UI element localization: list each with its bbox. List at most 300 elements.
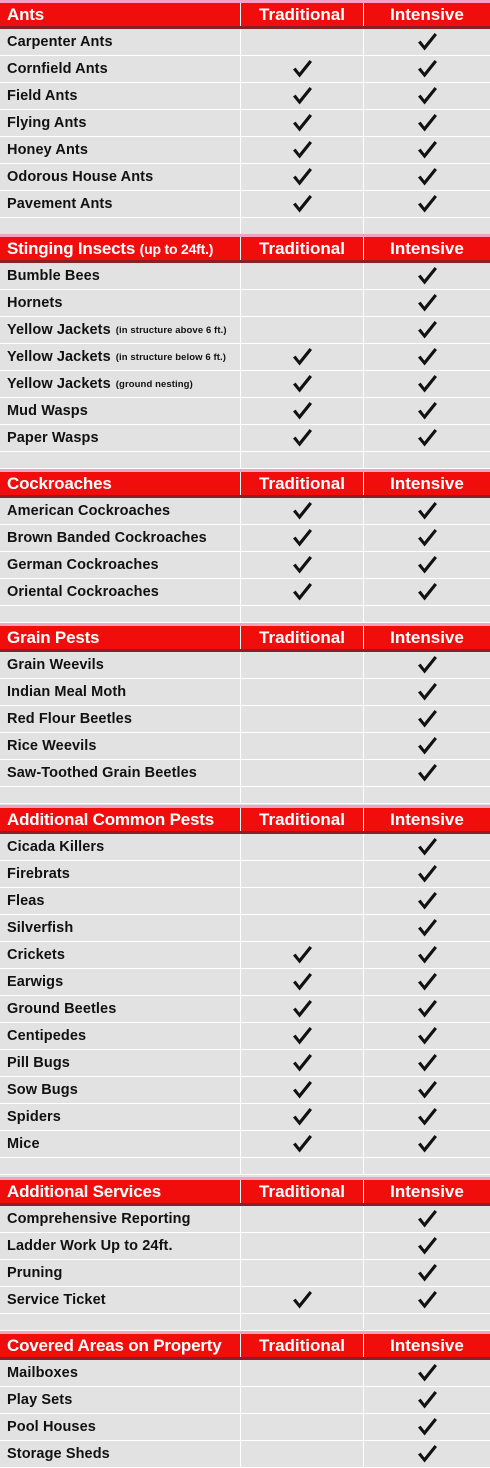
checkmark-icon <box>416 373 438 395</box>
traditional-cell <box>240 1131 363 1157</box>
table-row <box>0 1441 490 1468</box>
checkmark-icon <box>416 998 438 1020</box>
table-row <box>0 398 490 425</box>
checkmark-icon <box>416 112 438 134</box>
pest-name: Mud Wasps <box>7 403 88 419</box>
section-spacer <box>0 606 490 623</box>
checkmark-icon <box>416 762 438 784</box>
intensive-cell <box>363 942 490 968</box>
section-title-text: Additional Common Pests <box>7 809 214 829</box>
checkmark-icon <box>416 1389 438 1411</box>
intensive-cell <box>363 164 490 190</box>
section-title-text: Cockroaches <box>7 473 112 493</box>
checkmark-icon <box>291 139 313 161</box>
pest-name: Bumble Bees <box>7 268 100 284</box>
traditional-cell <box>240 579 363 605</box>
table-row <box>0 1131 490 1158</box>
checkmark-icon <box>416 85 438 107</box>
spacer-cell <box>0 1158 240 1174</box>
pest-name: Yellow Jackets <box>7 322 111 338</box>
column-header-intensive: Intensive <box>363 472 490 495</box>
table-row <box>0 344 490 371</box>
table-row <box>0 371 490 398</box>
section-header <box>0 1331 490 1360</box>
intensive-cell <box>363 706 490 732</box>
traditional-cell <box>240 1233 363 1259</box>
table-row <box>0 1104 490 1131</box>
row-label <box>0 371 240 397</box>
intensive-cell <box>363 1050 490 1076</box>
table-row <box>0 1287 490 1314</box>
row-label <box>0 834 240 860</box>
row-label <box>0 733 240 759</box>
checkmark-icon <box>291 1289 313 1311</box>
row-label <box>0 706 240 732</box>
row-label <box>0 83 240 109</box>
column-header-intensive: Intensive <box>363 1334 490 1357</box>
column-header-traditional: Traditional <box>240 237 363 260</box>
column-header-traditional: Traditional <box>240 808 363 831</box>
traditional-cell <box>240 29 363 55</box>
row-label <box>0 1077 240 1103</box>
row-label <box>0 1233 240 1259</box>
checkmark-icon <box>416 681 438 703</box>
checkmark-icon <box>291 944 313 966</box>
table-row <box>0 969 490 996</box>
intensive-cell <box>363 317 490 343</box>
checkmark-icon <box>416 265 438 287</box>
traditional-cell <box>240 498 363 524</box>
checkmark-icon <box>291 554 313 576</box>
intensive-cell <box>363 290 490 316</box>
intensive-cell <box>363 733 490 759</box>
pest-note: (in structure above 6 ft.) <box>115 324 227 336</box>
pest-name: Field Ants <box>7 88 78 104</box>
intensive-cell <box>363 834 490 860</box>
traditional-cell <box>240 110 363 136</box>
row-label <box>0 29 240 55</box>
section-spacer <box>0 452 490 469</box>
checkmark-icon <box>416 139 438 161</box>
section-header <box>0 623 490 652</box>
traditional-cell <box>240 425 363 451</box>
spacer-cell <box>0 1314 240 1330</box>
traditional-cell <box>240 1414 363 1440</box>
checkmark-icon <box>416 1079 438 1101</box>
section-header <box>0 1177 490 1206</box>
spacer-cell <box>240 787 363 803</box>
checkmark-icon <box>291 346 313 368</box>
row-label <box>0 498 240 524</box>
intensive-cell <box>363 1233 490 1259</box>
checkmark-icon <box>291 998 313 1020</box>
row-label <box>0 137 240 163</box>
row-label <box>0 1360 240 1386</box>
checkmark-icon <box>291 581 313 603</box>
section-header <box>0 469 490 498</box>
column-header-intensive: Intensive <box>363 1180 490 1203</box>
row-label <box>0 525 240 551</box>
intensive-cell <box>363 579 490 605</box>
row-label <box>0 263 240 289</box>
checkmark-icon <box>416 917 438 939</box>
row-label <box>0 652 240 678</box>
intensive-cell <box>363 915 490 941</box>
checkmark-icon <box>416 1052 438 1074</box>
pest-note: (ground nesting) <box>115 378 193 390</box>
section-title-text: Stinging Insects <box>7 238 136 258</box>
spacer-cell <box>363 452 490 468</box>
checkmark-icon <box>291 427 313 449</box>
section-header <box>0 805 490 834</box>
checkmark-icon <box>416 863 438 885</box>
row-label <box>0 1287 240 1313</box>
section-title <box>0 626 240 649</box>
traditional-cell <box>240 164 363 190</box>
intensive-cell <box>363 1104 490 1130</box>
pest-name: Yellow Jackets <box>7 349 111 365</box>
table-row <box>0 733 490 760</box>
pest-name: Brown Banded Cockroaches <box>7 530 207 546</box>
row-label <box>0 1131 240 1157</box>
table-row <box>0 164 490 191</box>
traditional-cell <box>240 888 363 914</box>
column-header-intensive: Intensive <box>363 626 490 649</box>
checkmark-icon <box>291 193 313 215</box>
traditional-cell <box>240 834 363 860</box>
section-header <box>0 0 490 29</box>
row-label <box>0 290 240 316</box>
traditional-cell <box>240 1387 363 1413</box>
row-label <box>0 317 240 343</box>
pest-name: Mice <box>7 1136 40 1152</box>
checkmark-icon <box>416 836 438 858</box>
pest-name: Hornets <box>7 295 63 311</box>
pest-name: Paper Wasps <box>7 430 99 446</box>
table-row <box>0 110 490 137</box>
pest-name: Silverfish <box>7 920 74 936</box>
spacer-cell <box>363 218 490 234</box>
traditional-cell <box>240 861 363 887</box>
column-header-intensive: Intensive <box>363 237 490 260</box>
intensive-cell <box>363 525 490 551</box>
spacer-cell <box>240 606 363 622</box>
pest-name: Grain Weevils <box>7 657 104 673</box>
pest-name: Pruning <box>7 1265 63 1281</box>
pest-name: Carpenter Ants <box>7 34 113 50</box>
checkmark-icon <box>416 971 438 993</box>
pest-name: Sow Bugs <box>7 1082 78 1098</box>
spacer-cell <box>240 218 363 234</box>
intensive-cell <box>363 888 490 914</box>
row-label <box>0 1260 240 1286</box>
spacer-cell <box>240 1314 363 1330</box>
intensive-cell <box>363 1360 490 1386</box>
intensive-cell <box>363 861 490 887</box>
pest-name: Centipedes <box>7 1028 87 1044</box>
traditional-cell <box>240 263 363 289</box>
section-spacer <box>0 787 490 804</box>
intensive-cell <box>363 137 490 163</box>
traditional-cell <box>240 552 363 578</box>
traditional-cell <box>240 1023 363 1049</box>
intensive-cell <box>363 1287 490 1313</box>
row-label <box>0 888 240 914</box>
pest-name: Spiders <box>7 1109 61 1125</box>
traditional-cell <box>240 1077 363 1103</box>
intensive-cell <box>363 996 490 1022</box>
section-title <box>0 1334 240 1357</box>
traditional-cell <box>240 1287 363 1313</box>
table-row <box>0 1387 490 1414</box>
row-label <box>0 344 240 370</box>
row-label <box>0 679 240 705</box>
checkmark-icon <box>416 193 438 215</box>
intensive-cell <box>363 398 490 424</box>
intensive-cell <box>363 1260 490 1286</box>
checkmark-icon <box>416 319 438 341</box>
section-title-text: Ants <box>7 4 44 24</box>
table-row <box>0 425 490 452</box>
intensive-cell <box>363 969 490 995</box>
table-row <box>0 760 490 787</box>
pest-name: Service Ticket <box>7 1292 106 1308</box>
checkmark-icon <box>416 58 438 80</box>
spacer-cell <box>0 606 240 622</box>
intensive-cell <box>363 760 490 786</box>
pest-name: Pill Bugs <box>7 1055 70 1071</box>
row-label <box>0 1387 240 1413</box>
section-title-text: Covered Areas on Property <box>7 1335 222 1355</box>
pest-name: Crickets <box>7 947 66 963</box>
spacer-cell <box>240 1158 363 1174</box>
traditional-cell <box>240 191 363 217</box>
checkmark-icon <box>416 1235 438 1257</box>
checkmark-icon <box>416 581 438 603</box>
section-title-text: Grain Pests <box>7 627 100 647</box>
row-label <box>0 56 240 82</box>
checkmark-icon <box>416 554 438 576</box>
checkmark-icon <box>291 58 313 80</box>
spacer-cell <box>0 218 240 234</box>
intensive-cell <box>363 1441 490 1467</box>
pest-name: German Cockroaches <box>7 557 159 573</box>
pest-name: Indian Meal Moth <box>7 684 127 700</box>
pest-name: Cicada Killers <box>7 839 105 855</box>
checkmark-icon <box>416 1208 438 1230</box>
table-row <box>0 317 490 344</box>
column-header-traditional: Traditional <box>240 626 363 649</box>
traditional-cell <box>240 942 363 968</box>
section-title <box>0 1180 240 1203</box>
traditional-cell <box>240 915 363 941</box>
intensive-cell <box>363 371 490 397</box>
traditional-cell <box>240 996 363 1022</box>
spacer-cell <box>240 452 363 468</box>
spacer-cell <box>363 606 490 622</box>
traditional-cell <box>240 1050 363 1076</box>
checkmark-icon <box>291 166 313 188</box>
table-row <box>0 83 490 110</box>
table-row <box>0 834 490 861</box>
row-label <box>0 1023 240 1049</box>
traditional-cell <box>240 1360 363 1386</box>
pest-name: Red Flour Beetles <box>7 711 132 727</box>
table-row <box>0 1414 490 1441</box>
traditional-cell <box>240 1104 363 1130</box>
traditional-cell <box>240 371 363 397</box>
traditional-cell <box>240 525 363 551</box>
checkmark-icon <box>416 1133 438 1155</box>
row-label <box>0 861 240 887</box>
checkmark-icon <box>291 1106 313 1128</box>
table-row <box>0 290 490 317</box>
table-row <box>0 996 490 1023</box>
checkmark-icon <box>416 292 438 314</box>
intensive-cell <box>363 498 490 524</box>
intensive-cell <box>363 110 490 136</box>
row-label <box>0 1414 240 1440</box>
table-row <box>0 706 490 733</box>
table-row <box>0 263 490 290</box>
table-row <box>0 1233 490 1260</box>
row-label <box>0 760 240 786</box>
table-row <box>0 915 490 942</box>
row-label <box>0 164 240 190</box>
checkmark-icon <box>416 500 438 522</box>
traditional-cell <box>240 760 363 786</box>
checkmark-icon <box>416 166 438 188</box>
pest-name: Comprehensive Reporting <box>7 1211 191 1227</box>
section-title <box>0 237 240 260</box>
checkmark-icon <box>416 1025 438 1047</box>
table-row <box>0 56 490 83</box>
row-label <box>0 552 240 578</box>
intensive-cell <box>363 1077 490 1103</box>
row-label <box>0 398 240 424</box>
pest-name: Firebrats <box>7 866 70 882</box>
table-row <box>0 137 490 164</box>
row-label <box>0 425 240 451</box>
pest-name: Pavement Ants <box>7 196 113 212</box>
checkmark-icon <box>416 654 438 676</box>
column-header-traditional: Traditional <box>240 3 363 26</box>
section-spacer <box>0 218 490 235</box>
traditional-cell <box>240 83 363 109</box>
pest-name: Flying Ants <box>7 115 87 131</box>
table-row <box>0 888 490 915</box>
table-row <box>0 579 490 606</box>
row-label <box>0 996 240 1022</box>
checkmark-icon <box>291 1133 313 1155</box>
intensive-cell <box>363 263 490 289</box>
row-label <box>0 1206 240 1232</box>
checkmark-icon <box>291 112 313 134</box>
row-label <box>0 110 240 136</box>
pest-name: American Cockroaches <box>7 503 171 519</box>
pest-name: Odorous House Ants <box>7 169 154 185</box>
row-label <box>0 1104 240 1130</box>
checkmark-icon <box>291 500 313 522</box>
traditional-cell <box>240 56 363 82</box>
checkmark-icon <box>416 1416 438 1438</box>
table-row <box>0 498 490 525</box>
section-title-suffix: (up to 24ft.) <box>139 240 214 257</box>
traditional-cell <box>240 969 363 995</box>
table-row <box>0 1077 490 1104</box>
checkmark-icon <box>416 944 438 966</box>
spacer-cell <box>363 787 490 803</box>
table-row <box>0 861 490 888</box>
traditional-cell <box>240 344 363 370</box>
table-row <box>0 1023 490 1050</box>
intensive-cell <box>363 552 490 578</box>
section-header <box>0 234 490 263</box>
row-label <box>0 1050 240 1076</box>
intensive-cell <box>363 1414 490 1440</box>
checkmark-icon <box>416 1262 438 1284</box>
traditional-cell <box>240 290 363 316</box>
intensive-cell <box>363 679 490 705</box>
section-title <box>0 808 240 831</box>
checkmark-icon <box>291 400 313 422</box>
pest-name: Rice Weevils <box>7 738 97 754</box>
pest-name: Yellow Jackets <box>7 376 111 392</box>
section-spacer <box>0 1158 490 1175</box>
intensive-cell <box>363 652 490 678</box>
table-row <box>0 679 490 706</box>
checkmark-icon <box>291 373 313 395</box>
intensive-cell <box>363 1387 490 1413</box>
row-label <box>0 1441 240 1467</box>
checkmark-icon <box>291 1052 313 1074</box>
table-row <box>0 1206 490 1233</box>
column-header-traditional: Traditional <box>240 1334 363 1357</box>
pest-name: Oriental Cockroaches <box>7 584 159 600</box>
section-title-text: Additional Services <box>7 1181 161 1201</box>
spacer-cell <box>363 1158 490 1174</box>
checkmark-icon <box>416 400 438 422</box>
spacer-cell <box>0 787 240 803</box>
table-row <box>0 552 490 579</box>
traditional-cell <box>240 706 363 732</box>
pest-name: Earwigs <box>7 974 64 990</box>
table-row <box>0 191 490 218</box>
row-label <box>0 942 240 968</box>
table-row <box>0 1260 490 1287</box>
intensive-cell <box>363 83 490 109</box>
table-row <box>0 1360 490 1387</box>
checkmark-icon <box>416 1289 438 1311</box>
checkmark-icon <box>416 735 438 757</box>
pest-name: Storage Sheds <box>7 1446 110 1462</box>
pest-name: Ground Beetles <box>7 1001 117 1017</box>
traditional-cell <box>240 398 363 424</box>
traditional-cell <box>240 1260 363 1286</box>
intensive-cell <box>363 425 490 451</box>
row-label <box>0 915 240 941</box>
table-row <box>0 1050 490 1077</box>
checkmark-icon <box>291 971 313 993</box>
column-header-traditional: Traditional <box>240 1180 363 1203</box>
intensive-cell <box>363 344 490 370</box>
checkmark-icon <box>291 527 313 549</box>
table-row <box>0 942 490 969</box>
pest-name: Ladder Work Up to 24ft. <box>7 1238 173 1254</box>
checkmark-icon <box>291 1025 313 1047</box>
table-row <box>0 525 490 552</box>
traditional-cell <box>240 137 363 163</box>
